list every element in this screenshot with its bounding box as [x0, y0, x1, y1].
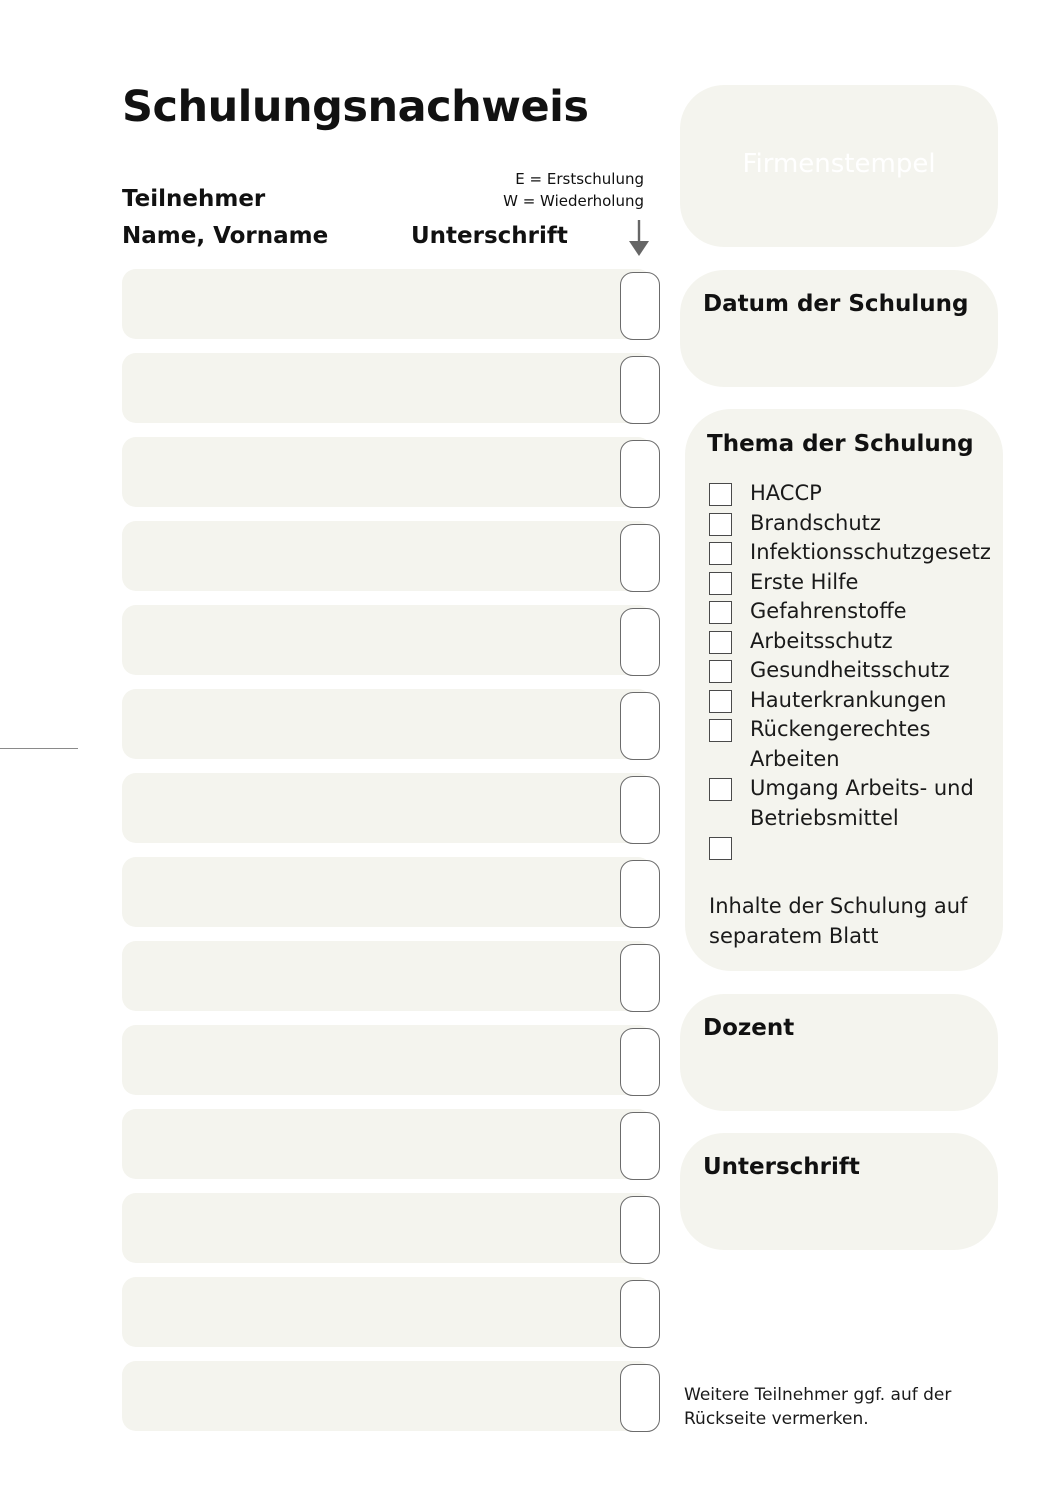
topic-label — [750, 627, 893, 657]
training-type-box[interactable] — [620, 272, 660, 340]
training-type-box[interactable] — [620, 524, 660, 592]
name-column-header: Name, Vorname — [122, 223, 329, 249]
topic-label-line: Arbeitsschutz — [750, 628, 893, 653]
lecturer-signature-field[interactable] — [680, 1133, 998, 1250]
topic-item[interactable] — [685, 718, 930, 774]
footer-note-line: Weitere Teilnehmer ggf. auf der — [684, 1385, 952, 1405]
participant-row[interactable] — [122, 1277, 652, 1347]
topic-item[interactable] — [685, 777, 974, 833]
participants-header: Teilnehmer — [122, 186, 266, 212]
topic-label-line: Gesundheitsschutz — [750, 658, 950, 682]
training-topic-heading: Thema der Schulung — [707, 431, 974, 457]
footer-note-line: Rückseite vermerken. — [684, 1409, 869, 1429]
topic-item[interactable] — [685, 600, 907, 627]
topic-checkbox[interactable] — [709, 542, 732, 565]
arrow-down-icon — [627, 219, 651, 257]
topic-label — [750, 774, 974, 833]
participant-row[interactable] — [122, 353, 652, 423]
topic-checkbox[interactable] — [709, 572, 732, 595]
topic-item[interactable] — [685, 512, 881, 539]
training-type-box[interactable] — [620, 608, 660, 676]
topic-label — [750, 538, 991, 568]
topic-item[interactable] — [685, 541, 991, 568]
topic-note-line: Inhalte der Schulung auf — [709, 894, 968, 918]
signature-column-header: Unterschrift — [411, 223, 568, 249]
topic-label-line: Umgang Arbeits- und — [750, 776, 974, 800]
lecturer-heading: Dozent — [703, 1015, 795, 1041]
training-type-box[interactable] — [620, 1280, 660, 1348]
topic-label — [750, 597, 907, 627]
topic-label-line: Infektionsschutzgesetz — [750, 540, 991, 564]
topic-label — [750, 656, 950, 686]
training-date-field[interactable] — [680, 270, 998, 387]
topic-label — [750, 715, 930, 774]
topic-item[interactable] — [685, 482, 822, 509]
training-type-box[interactable] — [620, 860, 660, 928]
participant-row[interactable] — [122, 773, 652, 843]
training-type-box[interactable] — [620, 356, 660, 424]
participant-row[interactable] — [122, 269, 652, 339]
topic-item[interactable] — [685, 571, 858, 598]
topic-checkbox[interactable] — [709, 660, 732, 683]
topic-label-line: Betriebsmittel — [750, 805, 899, 830]
topic-label — [750, 686, 946, 716]
topic-checkbox[interactable] — [709, 601, 732, 624]
topic-label-line: Rückengerechtes — [750, 717, 931, 741]
topic-label-line: Gefahrenstoffe — [750, 599, 907, 623]
legend-repeat-training: W = Wiederholung — [503, 192, 644, 210]
participant-row[interactable] — [122, 1193, 652, 1263]
topic-label-line: Erste Hilfe — [750, 569, 859, 594]
lecturer-signature-heading: Unterschrift — [703, 1154, 860, 1180]
topic-checkbox[interactable] — [709, 631, 732, 654]
participant-row[interactable] — [122, 689, 652, 759]
topic-checkbox[interactable] — [709, 483, 732, 506]
lecturer-field[interactable] — [680, 994, 998, 1111]
topic-item[interactable] — [685, 689, 946, 716]
company-stamp-label: Firmenstempel — [742, 149, 936, 179]
participant-row[interactable] — [122, 1109, 652, 1179]
company-stamp-field[interactable] — [680, 85, 998, 247]
topic-label-line: HACCP — [750, 481, 822, 505]
training-type-box[interactable] — [620, 692, 660, 760]
legend-first-training: E = Erstschulung — [515, 170, 644, 188]
participant-row[interactable] — [122, 605, 652, 675]
participant-row[interactable] — [122, 1361, 652, 1431]
training-type-legend — [503, 168, 644, 212]
topic-label — [750, 568, 858, 598]
participant-row[interactable] — [122, 437, 652, 507]
topic-item[interactable] — [685, 836, 750, 860]
topic-label-line: Brandschutz — [750, 510, 881, 535]
topic-checkbox[interactable] — [709, 690, 732, 713]
training-type-box[interactable] — [620, 1196, 660, 1264]
training-date-heading: Datum der Schulung — [703, 291, 969, 317]
topic-checkbox[interactable] — [709, 778, 732, 801]
training-topic-panel — [685, 409, 1003, 971]
participant-row[interactable] — [122, 521, 652, 591]
topic-label — [750, 509, 881, 539]
topic-item[interactable] — [685, 630, 893, 657]
fold-mark — [0, 748, 78, 749]
training-type-box[interactable] — [620, 440, 660, 508]
training-type-box[interactable] — [620, 1364, 660, 1432]
topic-label — [750, 479, 822, 509]
topic-item[interactable] — [685, 659, 950, 686]
footer-note — [684, 1383, 951, 1431]
topic-note — [709, 891, 967, 951]
topic-label-line: Hauterkrankungen — [750, 687, 947, 712]
training-type-box[interactable] — [620, 1028, 660, 1096]
training-type-box[interactable] — [620, 1112, 660, 1180]
topic-note-line: separatem Blatt — [709, 924, 879, 948]
topic-checkbox[interactable] — [709, 513, 732, 536]
training-type-box[interactable] — [620, 944, 660, 1012]
topic-label-line: Arbeiten — [750, 746, 840, 771]
topic-checkbox[interactable] — [709, 837, 732, 860]
participant-row[interactable] — [122, 857, 652, 927]
topic-checkbox[interactable] — [709, 719, 732, 742]
training-type-box[interactable] — [620, 776, 660, 844]
page-title: Schulungsnachweis — [122, 82, 589, 132]
participant-row[interactable] — [122, 1025, 652, 1095]
participant-row[interactable] — [122, 941, 652, 1011]
